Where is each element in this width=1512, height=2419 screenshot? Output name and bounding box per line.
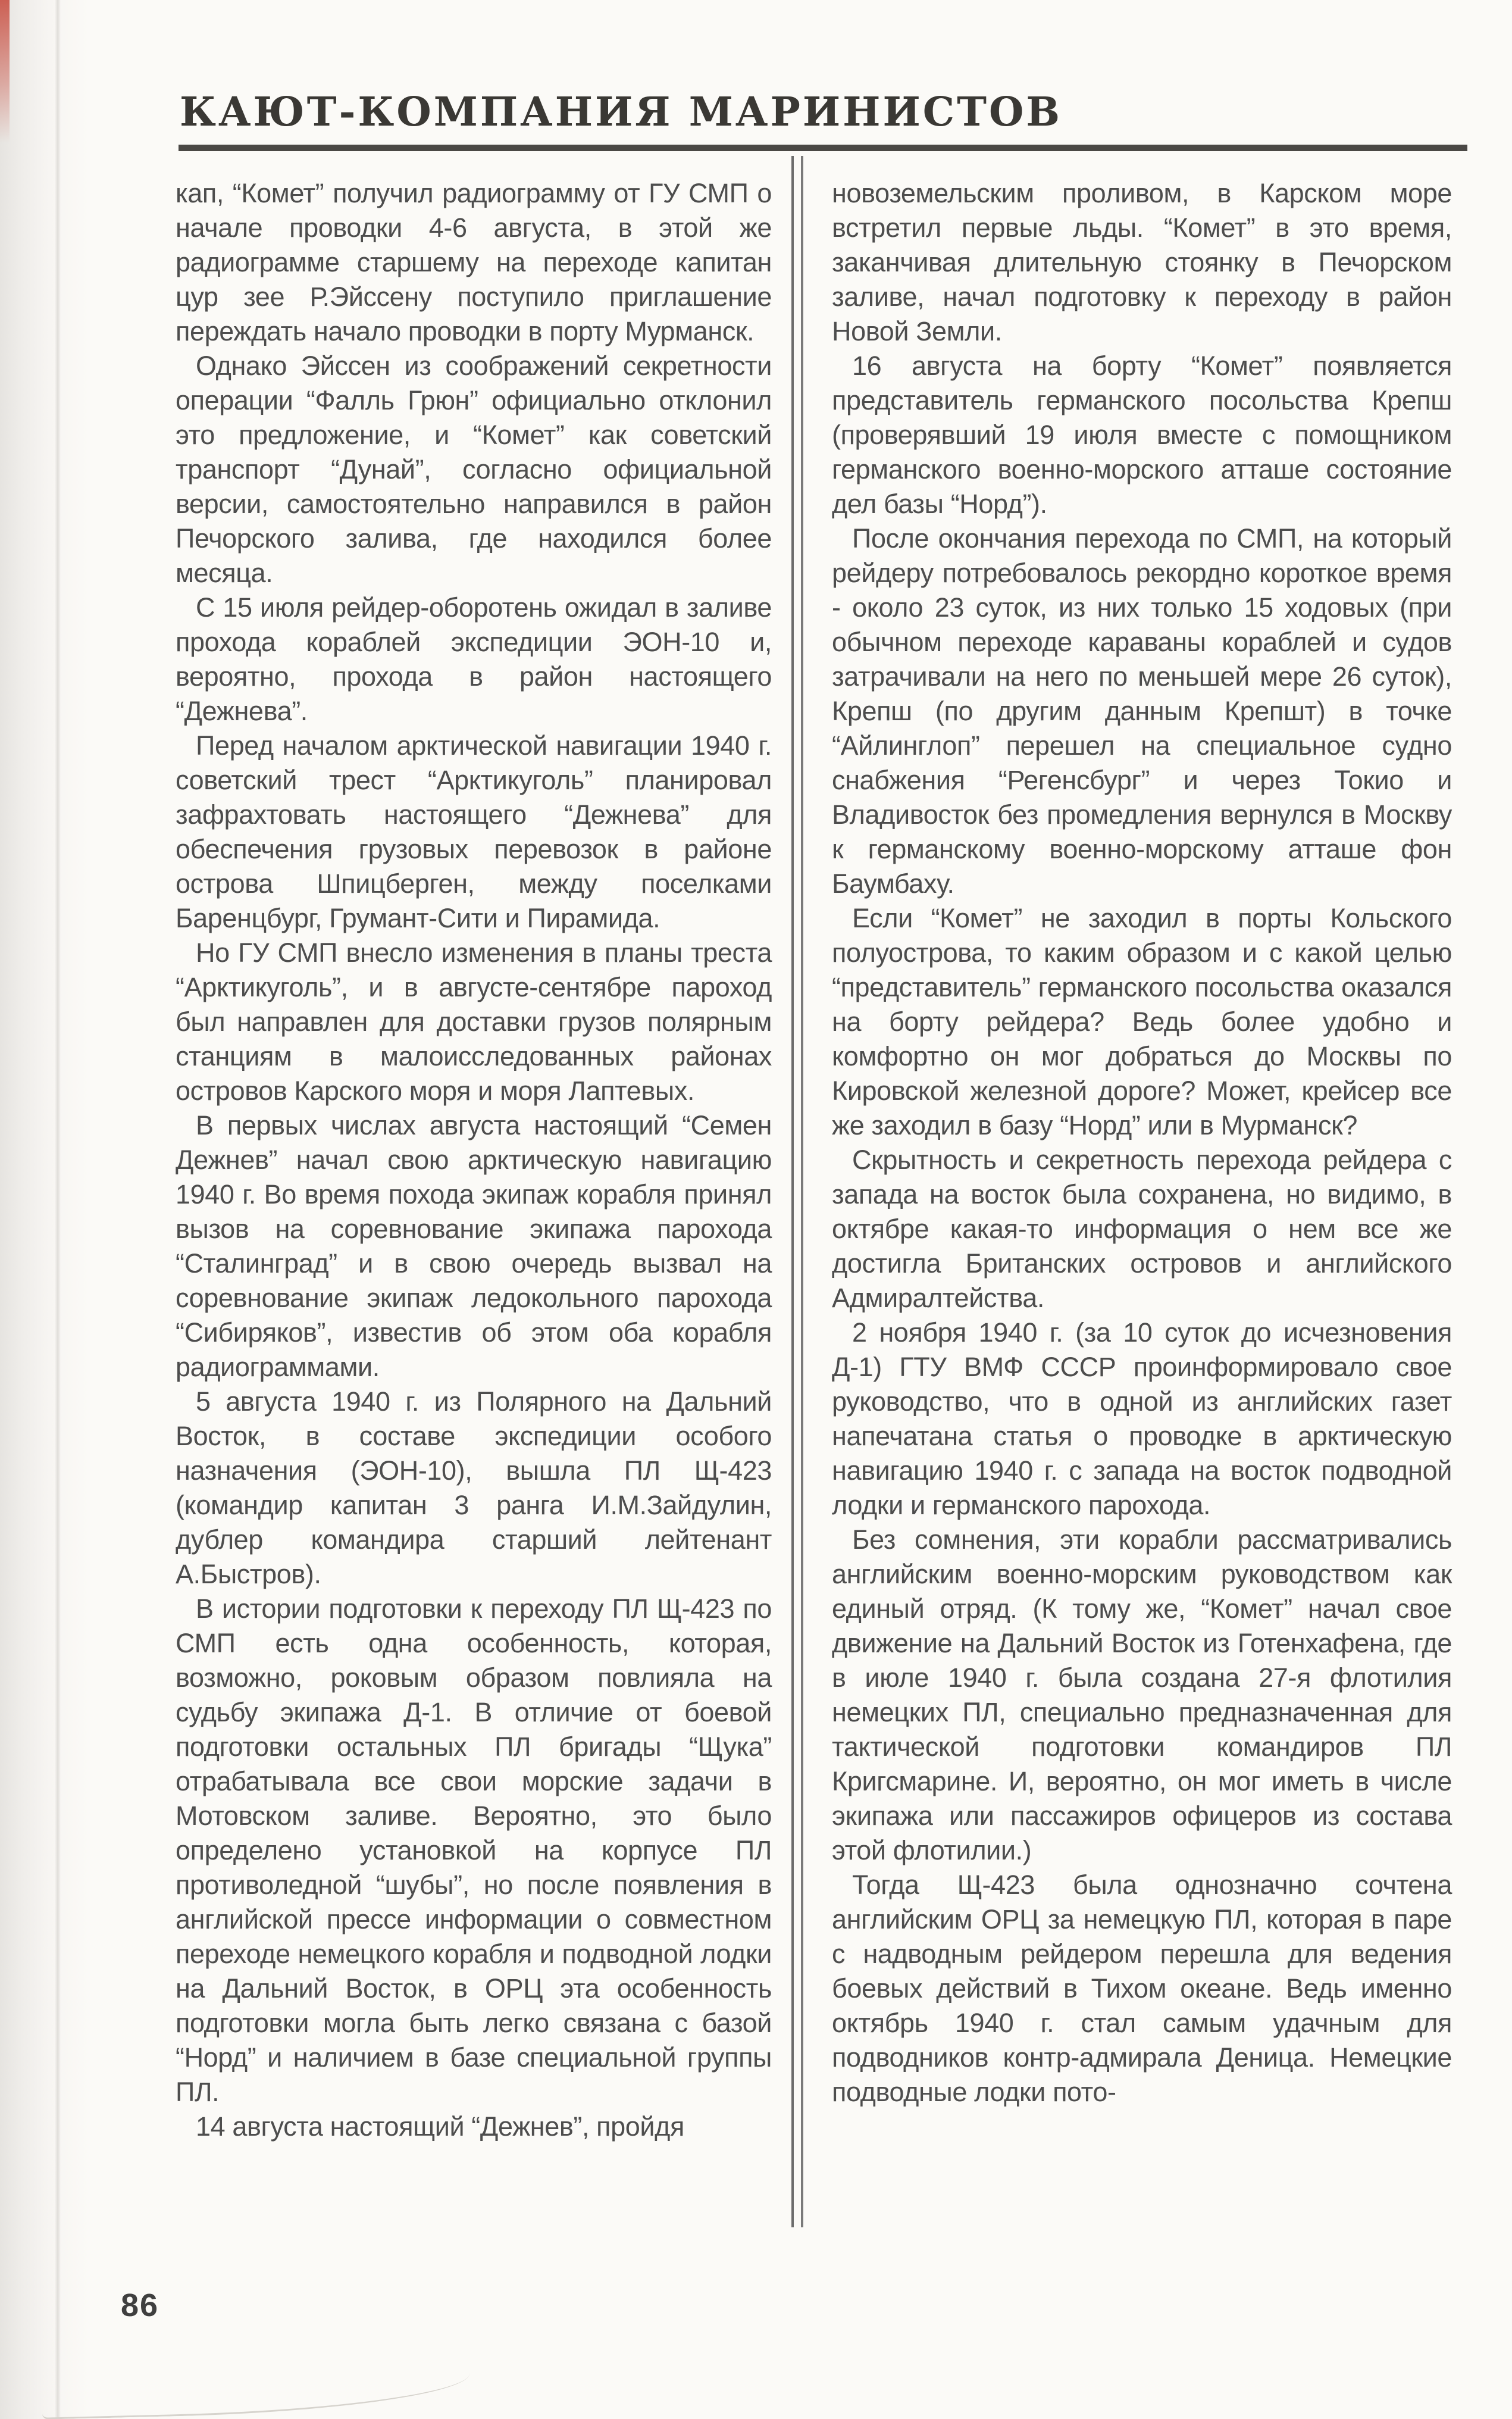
paragraph: 5 августа 1940 г. из Полярного на Дальний Восток, в составе экспедиции особого назначения (ЭОН-10), вышла ПЛ Щ-423 (командир капитан 3 ранга И.М.Зайдулин, дублер командира старший лейтенант А.Быстров). <box>176 1386 772 1589</box>
red-page-edge-mark <box>0 0 10 143</box>
paragraph: В истории подготовки к переходу ПЛ Щ-423 по СМП есть одна особенность, которая, возможно, роковым образом повлияла на судьбу экипажа Д-1. В отличие от боевой подготовки остальных ПЛ бригады “Щука” отрабатывала все свои морские задачи в Мотовском заливе. Вероятно, это было определено установкой на корпусе ПЛ противоледной “шубы”, но после появления в английской прессе информации о совместном переходе немецкого корабля и подводной лодки на Дальний Восток, в ОРЦ эта особенность подготовки могла быть легко связана с базой “Норд” и наличием в базе специальной группы ПЛ. <box>176 1593 772 2107</box>
paragraph: Без сомнения, эти корабли рассматривались английским военно-морским руководством как единый отряд. (К тому же, “Комет” начал свое движение на Дальний Восток из Готенхафена, где в июле 1940 г. была создана 27-я флотилия немецких ПЛ, специально предназначенная для тактической подготовки командиров ПЛ Кригсмарине. И, вероятно, он мог иметь в числе экипажа или пассажиров офицеров из состава этой флотилии.) <box>832 1524 1452 1865</box>
right-column <box>832 176 1452 2109</box>
paragraph: В первых числах августа настоящий “Семен Дежнев” начал свою арктическую навигацию 1940 г. Во время похода экипаж корабля принял вызов на соревнование экипажа парохода “Сталинград” и в свою очередь вызвал на соревнование экипаж ледокольного парохода “Сибиряков”, известив об этом оба корабля радиограммами. <box>176 1110 772 1382</box>
paragraph: Тогда Щ-423 была однозначно сочтена английским ОРЦ за немецкую ПЛ, которая в паре с надводным рейдером перешла для ведения боевых действий в Тихом океане. Ведь именно октябрь 1940 г. стал самым удачным для подводников контр-адмирала Деница. Немецкие подводные лодки пото- <box>832 1870 1452 2107</box>
paragraph: 14 августа настоящий “Дежнев”, пройдя <box>196 2111 684 2142</box>
page-bottom-curl-line <box>41 2365 471 2419</box>
paragraph: После окончания перехода по СМП, на который рейдеру потребовалось рекордно короткое время - около 23 суток, из них только 15 ходовых (при обычном переходе караваны кораблей и судов затрачивали на него по меньшей мере 26 суток), Крепш (по другим данным Крепшт) в точке “Айлинглоп” перешел на специальное судно снабжения “Регенсбург” и через Токио и Владивосток без промедления вернулся в Москву к германскому военно-морскому атташе фон Баумбаху. <box>832 523 1452 899</box>
header-rule <box>179 145 1467 151</box>
section-title: КАЮТ-КОМПАНИЯ МАРИНИСТОВ <box>180 88 1062 135</box>
paragraph: кап, “Комет” получил радиограмму от ГУ СМП о начале проводки 4-6 августа, в этой же радиограмме старшему на переходе капитан цур зее Р.Эйссену поступило приглашение переждать начало проводки в порту Мурманск. <box>176 178 772 346</box>
paragraph: Но ГУ СМП внесло изменения в планы треста “Арктикуголь”, и в августе-сентябре пароход был направлен для доставки грузов полярным станциям в малоисследованных районах островов Карского моря и моря Лаптевых. <box>176 937 772 1106</box>
paragraph: С 15 июля рейдер-оборотень ожидал в заливе прохода кораблей экспедиции ЭОН-10 и, вероятно, прохода в район настоящего “Дежнева”. <box>176 592 772 726</box>
paragraph: 16 августа на борту “Комет” появляется представитель германского посольства Крепш (проверявший 19 июля вместе с помощником германского военно-морского атташе состояние дел базы “Норд”). <box>832 351 1452 519</box>
paragraph: Если “Комет” не заходил в порты Кольского полуострова, то каким образом и с какой целью “представитель” германского посольства оказался на борту рейдера? Ведь более удобно и комфортно он мог добраться до Москвы по Кировской железной дороге? Может, крейсер все же заходил в базу “Норд” или в Мурманск? <box>832 903 1452 1140</box>
page-gutter-shadow <box>0 0 89 2419</box>
page-number: 86 <box>121 2287 159 2323</box>
paragraph: Перед началом арктической навигации 1940 г. советский трест “Арктикуголь” планировал зафрахтовать настоящего “Дежнева” для обеспечения грузовых перевозок в районе острова Шпицберген, между поселками Баренцбург, Грумант-Сити и Пирамида. <box>176 730 772 933</box>
column-separator-double-rule <box>791 156 803 2227</box>
paragraph: Скрытность и секретность перехода рейдера с запада на восток была сохранена, но видимо, в октябре какая-то информация о нем все же достигла Британских островов и английского Адмиралтейства. <box>832 1145 1452 1313</box>
page-gutter-streak <box>55 0 61 2419</box>
paragraph: Однако Эйссен из соображений секретности операции “Фалль Грюн” официально отклонил это предложение, и “Комет” как советский транспорт “Дунай”, согласно официальной версии, самостоятельно направился в район Печорского залива, где находился более месяца. <box>176 351 772 588</box>
left-column <box>176 176 772 2144</box>
paragraph: новоземельским проливом, в Карском море встретил первые льды. “Комет” в это время, заканчивая длительную стоянку в Печорском заливе, начал подготовку к переходу в район Новой Земли. <box>832 178 1452 346</box>
paragraph: 2 ноября 1940 г. (за 10 суток до исчезновения Д-1) ГТУ ВМФ СССР проинформировало свое руководство, что в одной из английских газет напечатана статья о проводке в арктическую навигацию 1940 г. с запада на восток подводной лодки и германского парохода. <box>832 1317 1452 1520</box>
